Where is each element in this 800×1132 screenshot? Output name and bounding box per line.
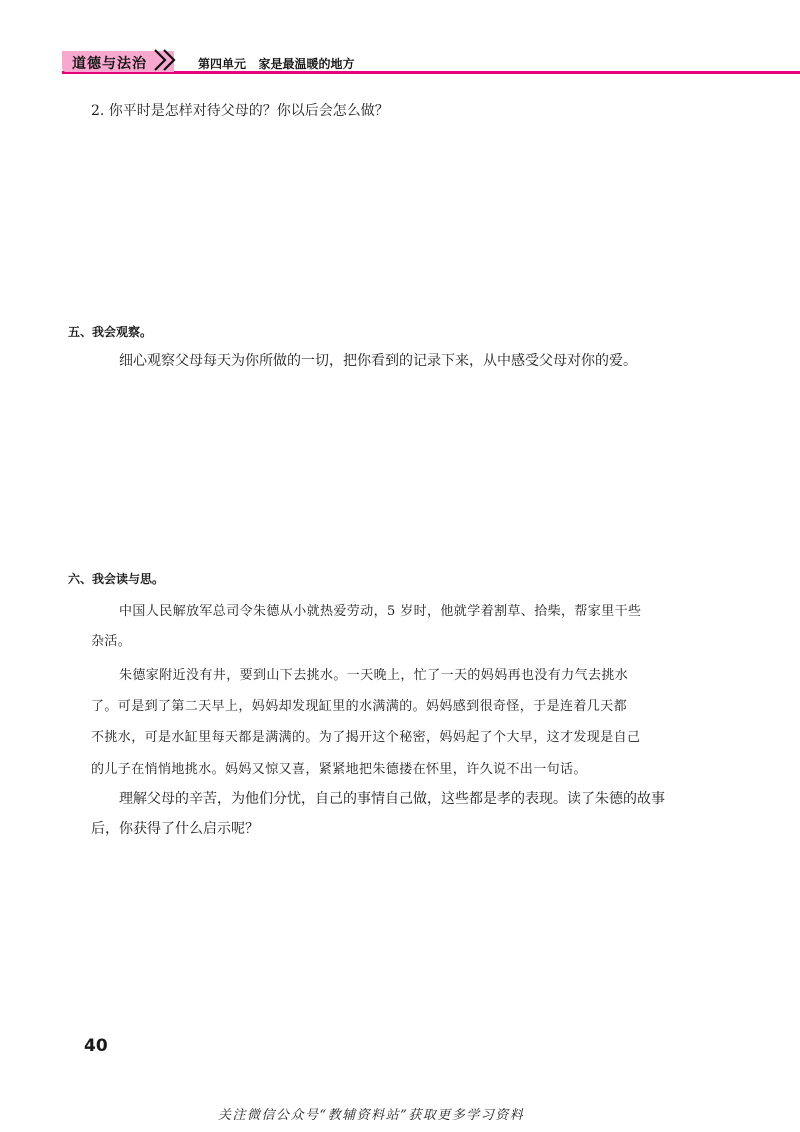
story-line: 朱德家附近没有井，要到山下去挑水。一天晚上，忙了一天的妈妈再也没有力气去挑水 xyxy=(119,668,629,683)
story-line: 不挑水，可是水缸里每天都是满满的。为了揭开这个秘密，妈妈起了个大早，这才发现是自己 xyxy=(91,730,641,745)
page-number: 40 xyxy=(84,1036,108,1056)
footer-watermark-text: 关注微信公众号“教辅资料站”获取更多学习资料 xyxy=(218,1108,525,1123)
story-line: 中国人民解放军总司令朱德从小就热爱劳动，5 岁时，他就学着割草、拾柴，帮家里干些 xyxy=(119,604,642,619)
reflection-question: 理解父母的辛苦，为他们分忧，自己的事情自己做，这些都是孝的表现。读了朱德的故事 xyxy=(119,791,665,807)
unit-title: 第四单元 家是最温暖的地方 xyxy=(198,57,355,71)
story-line: 杂活。 xyxy=(91,634,132,649)
section-5-body: 细心观察父母每天为你所做的一切，把你看到的记录下来，从中感受父母对你的爱。 xyxy=(119,353,637,369)
page-header xyxy=(0,0,800,82)
section-5-title: 五、我会观察。 xyxy=(68,325,153,339)
section-6-title: 六、我会读与思。 xyxy=(68,572,165,586)
reflection-question: 后，你获得了什么启示呢？ xyxy=(91,821,259,837)
subject-label: 道德与法治 xyxy=(72,56,147,72)
story-line: 的儿子在悄悄地挑水。妈妈又惊又喜，紧紧地把朱德搂在怀里，许久说不出一句话。 xyxy=(91,762,587,777)
question-2: 2. 你平时是怎样对待父母的？你以后会怎么做？ xyxy=(91,103,389,119)
double-chevron-icon xyxy=(152,46,182,74)
story-line: 了。可是到了第二天早上，妈妈却发现缸里的水满满的。妈妈感到很奇怪，于是连着几天都 xyxy=(91,699,628,714)
